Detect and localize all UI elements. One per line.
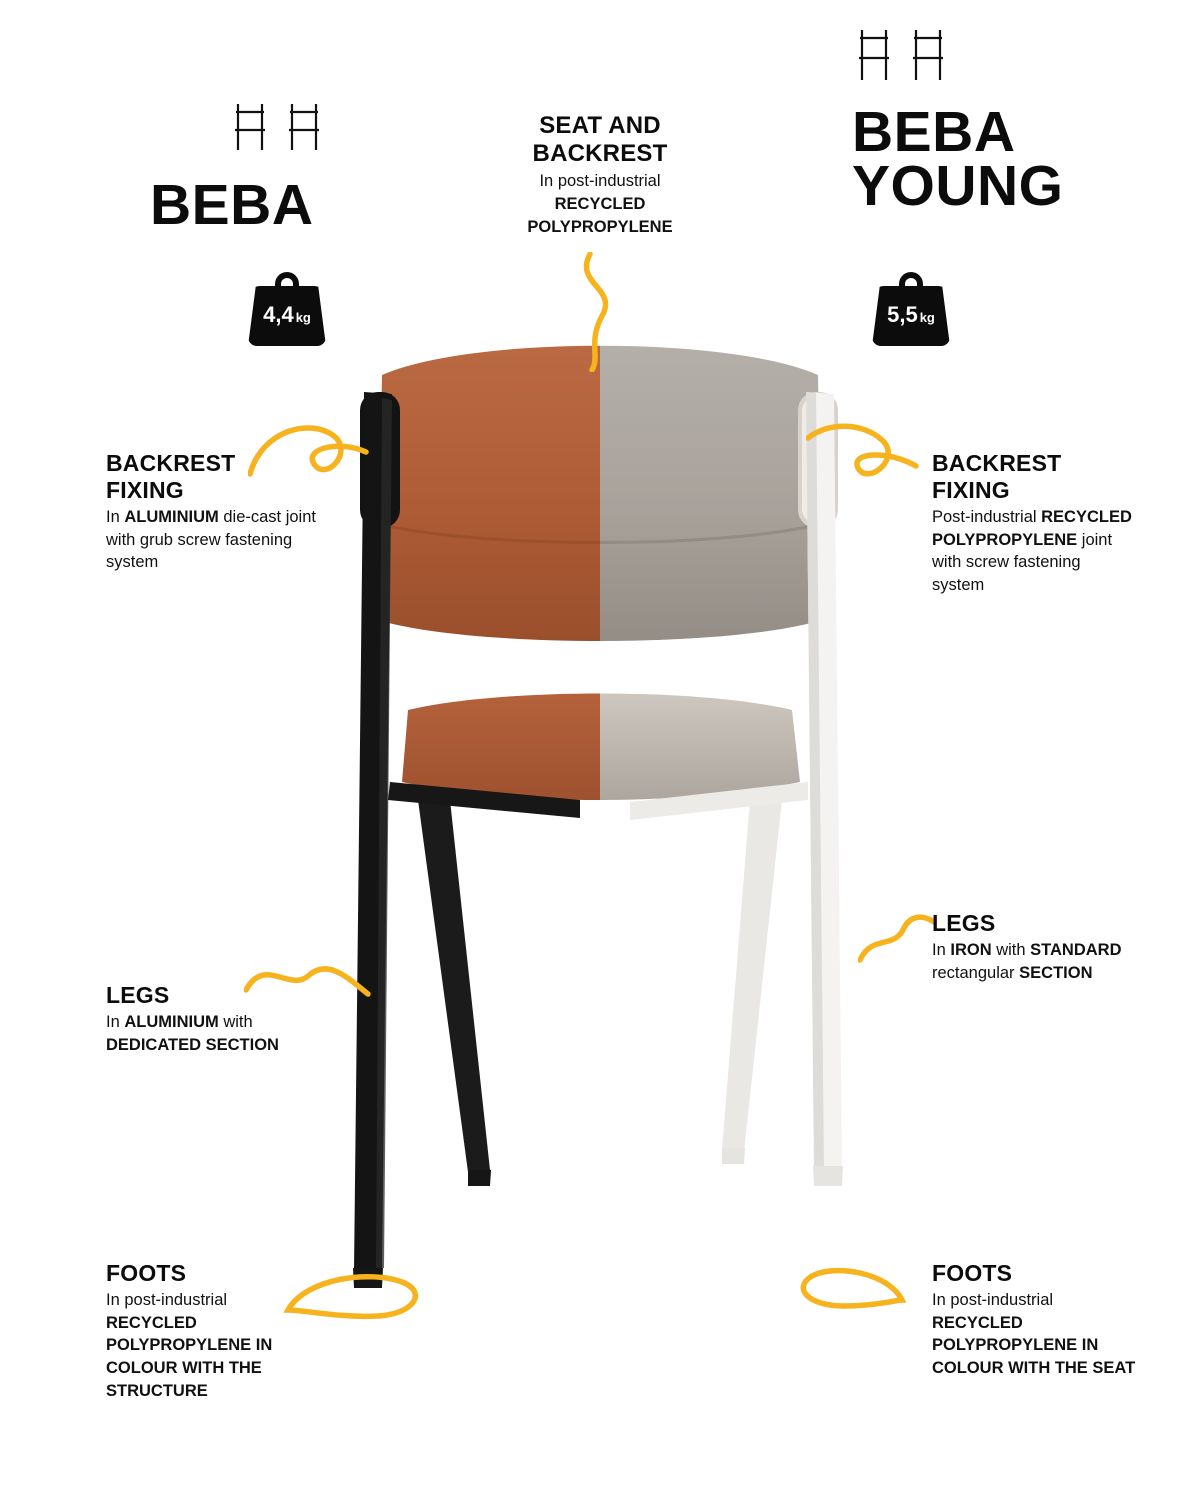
- callout-backrest-left-title-line1: BACKREST: [106, 450, 236, 476]
- callout-backrest-right-body: [932, 506, 1132, 597]
- callout-backrest-left-body: [106, 506, 321, 574]
- txt-bold: SECTION: [1019, 963, 1093, 982]
- callout-foots-left-title: FOOTS: [106, 1260, 187, 1286]
- weight-unit-left: kg: [295, 310, 311, 325]
- txt-bold: ALUMINIUM: [124, 1012, 219, 1031]
- chair-svg: [330, 330, 870, 1340]
- product-title-left: BEBA: [150, 173, 314, 237]
- callout-legs-right-title: LEGS: [932, 910, 996, 936]
- foot-right-rear: [722, 1148, 745, 1164]
- callout-foots-right: [932, 1260, 1147, 1380]
- txt-bold: IRON: [950, 940, 992, 959]
- callout-backrest-left-title-line2: FIXING: [106, 476, 184, 503]
- chair-illustration: [330, 330, 870, 1340]
- txt: die-cast joint with grub screw fastening system: [106, 507, 316, 572]
- weight-unit-right: kg: [919, 310, 935, 325]
- callout-foots-left-body: [106, 1289, 321, 1403]
- callout-backrest-right-title-line2: FIXING: [932, 476, 1010, 503]
- product-title-right-line1: BEBA: [852, 100, 1016, 164]
- txt: joint with screw fastening system: [932, 530, 1113, 595]
- product-title-right-line2: YOUNG: [852, 154, 1064, 219]
- callout-legs-left: [106, 982, 326, 1056]
- leg-left-front: [354, 392, 392, 1270]
- callout-seat-backrest: [470, 112, 730, 238]
- callout-seat-body-line1: In post-industrial: [539, 172, 661, 191]
- txt: with: [218, 1012, 253, 1031]
- txt: In: [106, 507, 125, 526]
- chair-rear-legs: [418, 800, 782, 1172]
- callout-legs-right: [932, 910, 1122, 984]
- txt-bold: RECYCLED POLYPROPYLENE IN COLOUR WITH THE STRUCTURE: [106, 1313, 273, 1400]
- two-chairs-icon: [232, 100, 322, 152]
- callout-legs-left-body: [106, 1011, 326, 1057]
- callout-backrest-left-title: [106, 450, 321, 504]
- weight-badge-right: [872, 272, 950, 346]
- callout-foots-right-body: [932, 1289, 1147, 1380]
- foot-left: [353, 1268, 383, 1288]
- chair-seat: [402, 694, 800, 801]
- callout-foots-right-title: FOOTS: [932, 1260, 1013, 1286]
- txt: Post-industrial: [932, 507, 1042, 526]
- chair-glyph-icon: [856, 26, 892, 82]
- callout-foots-left: [106, 1260, 321, 1403]
- txt: In post-industrial: [106, 1290, 228, 1309]
- weight-value-right: [872, 302, 950, 328]
- txt-bold: DEDICATED SECTION: [106, 1035, 279, 1054]
- two-chairs-icon: [856, 26, 946, 82]
- product-title-right: [852, 100, 1064, 219]
- txt-bold: RECYCLED POLYPROPYLENE IN COLOUR WITH THE SEAT: [932, 1313, 1136, 1378]
- weight-value-left: [248, 302, 326, 328]
- callout-backrest-right-title-line1: BACKREST: [932, 450, 1062, 476]
- callout-legs-right-body: [932, 939, 1122, 985]
- callout-backrest-right-title: [932, 450, 1132, 504]
- connector-legs-right: [858, 908, 938, 968]
- weight-number-right: 5,5: [887, 302, 918, 327]
- callout-seat-title: [470, 112, 730, 168]
- callout-seat-body: [470, 170, 730, 238]
- weight-badge-left: [248, 272, 326, 346]
- chair-glyph-icon: [910, 26, 946, 82]
- txt-bold: ALUMINIUM: [124, 507, 219, 526]
- weight-number-left: 4,4: [263, 302, 294, 327]
- chair-glyph-icon: [232, 100, 268, 152]
- callout-seat-title-line2: BACKREST: [532, 140, 668, 168]
- chair-glyph-icon: [286, 100, 322, 152]
- txt: with: [991, 940, 1031, 959]
- foot-right: [813, 1166, 843, 1186]
- txt: In: [932, 940, 951, 959]
- callout-seat-title-line1: SEAT AND: [539, 112, 661, 139]
- txt: rectangular: [932, 963, 1020, 982]
- txt-bold: STANDARD: [1030, 940, 1122, 959]
- callout-backrest-fixing-left: [106, 450, 321, 574]
- chair-backrest: [378, 346, 822, 641]
- callout-seat-body-line2: RECYCLED: [554, 194, 646, 213]
- callout-seat-body-line3: POLYPROPYLENE: [527, 217, 673, 236]
- txt: In: [106, 1012, 125, 1031]
- callout-backrest-fixing-right: [932, 450, 1132, 597]
- txt-bold: RECYCLED POLYPROPYLENE: [932, 507, 1132, 549]
- foot-left-rear: [468, 1170, 491, 1186]
- callout-legs-left-title: LEGS: [106, 982, 170, 1008]
- txt: In post-industrial: [932, 1290, 1054, 1309]
